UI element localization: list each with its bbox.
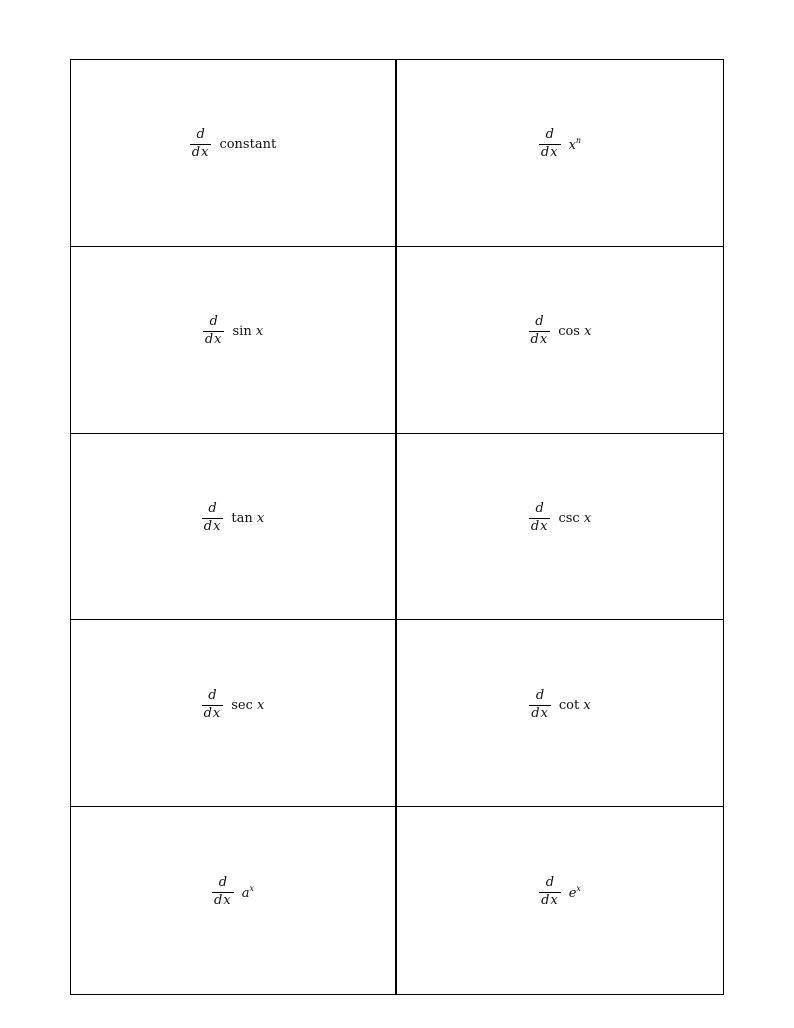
operator-denominator: dx	[204, 332, 223, 348]
operator-denominator: dx	[203, 705, 222, 721]
function-expression	[219, 137, 276, 152]
function-name: sec	[231, 697, 253, 713]
function-name: cot	[558, 697, 580, 713]
operator-numerator: d	[535, 314, 544, 330]
function-variable: x	[583, 697, 591, 713]
operator-denominator: dx	[530, 518, 549, 534]
card-power	[397, 60, 723, 247]
operator-numerator: d	[535, 687, 545, 703]
operator-denominator: dx	[191, 145, 210, 161]
function-expression	[558, 324, 591, 339]
operator-numerator: d	[196, 127, 205, 143]
function-expression	[231, 698, 264, 713]
function-expression	[569, 884, 581, 901]
card-exp-a	[71, 807, 397, 994]
function-expression	[559, 698, 591, 713]
operator-denominator: dx	[540, 145, 559, 161]
derivative-expression	[203, 315, 263, 348]
derivative-operator	[539, 876, 561, 909]
function-variable: x	[257, 697, 265, 713]
function-variable: x	[256, 510, 265, 526]
operator-numerator: d	[208, 501, 217, 517]
card-cot	[397, 620, 723, 807]
operator-numerator: d	[209, 314, 218, 330]
derivative-operator	[529, 502, 551, 535]
function-variable: x	[568, 138, 576, 154]
function-expression	[558, 511, 591, 526]
derivative-expression	[539, 128, 581, 161]
derivative-expression	[529, 502, 591, 535]
operator-numerator: d	[545, 875, 555, 891]
derivative-operator	[539, 128, 561, 161]
derivative-expression	[529, 315, 592, 348]
flash-card-grid	[70, 59, 724, 995]
function-expression	[242, 884, 254, 901]
derivative-operator	[212, 876, 234, 909]
card-cos	[397, 247, 723, 434]
derivative-expression	[190, 128, 276, 161]
operator-denominator: dx	[531, 705, 549, 721]
operator-numerator: d	[545, 127, 554, 143]
derivative-operator	[190, 128, 212, 161]
function-variable: x	[583, 510, 592, 526]
function-variable: x	[255, 324, 264, 340]
function-name: csc	[558, 510, 580, 526]
function-variable: e	[568, 886, 577, 902]
function-exponent: x	[249, 884, 254, 894]
function-exponent: n	[575, 136, 582, 146]
derivative-operator	[529, 315, 551, 348]
card-sin	[71, 247, 397, 434]
card-sec	[71, 620, 397, 807]
operator-denominator: dx	[541, 893, 559, 909]
function-exponent: x	[576, 884, 581, 894]
function-expression	[569, 136, 582, 153]
derivative-operator	[203, 315, 225, 348]
derivative-expression	[202, 502, 265, 535]
function-name: cos	[558, 324, 580, 340]
card-exp-e	[397, 807, 723, 994]
card-csc	[397, 434, 723, 621]
function-name: sin	[232, 324, 252, 340]
derivative-expression	[539, 876, 581, 909]
operator-denominator: dx	[530, 332, 549, 348]
card-constant	[71, 60, 397, 247]
derivative-expression	[202, 689, 265, 722]
function-expression	[231, 511, 264, 526]
operator-denominator: dx	[203, 518, 222, 534]
operator-numerator: d	[218, 875, 228, 891]
function-expression	[232, 324, 263, 339]
derivative-operator	[529, 689, 551, 722]
operator-denominator: dx	[214, 893, 232, 909]
operator-numerator: d	[208, 687, 217, 703]
function-name: constant	[219, 137, 277, 153]
derivative-operator	[202, 689, 224, 722]
operator-numerator: d	[535, 501, 544, 517]
derivative-expression	[212, 876, 254, 909]
function-name: tan	[231, 510, 253, 526]
card-tan	[71, 434, 397, 621]
function-variable: a	[241, 886, 250, 902]
derivative-operator	[202, 502, 224, 535]
derivative-expression	[529, 689, 590, 722]
function-variable: x	[584, 324, 592, 340]
